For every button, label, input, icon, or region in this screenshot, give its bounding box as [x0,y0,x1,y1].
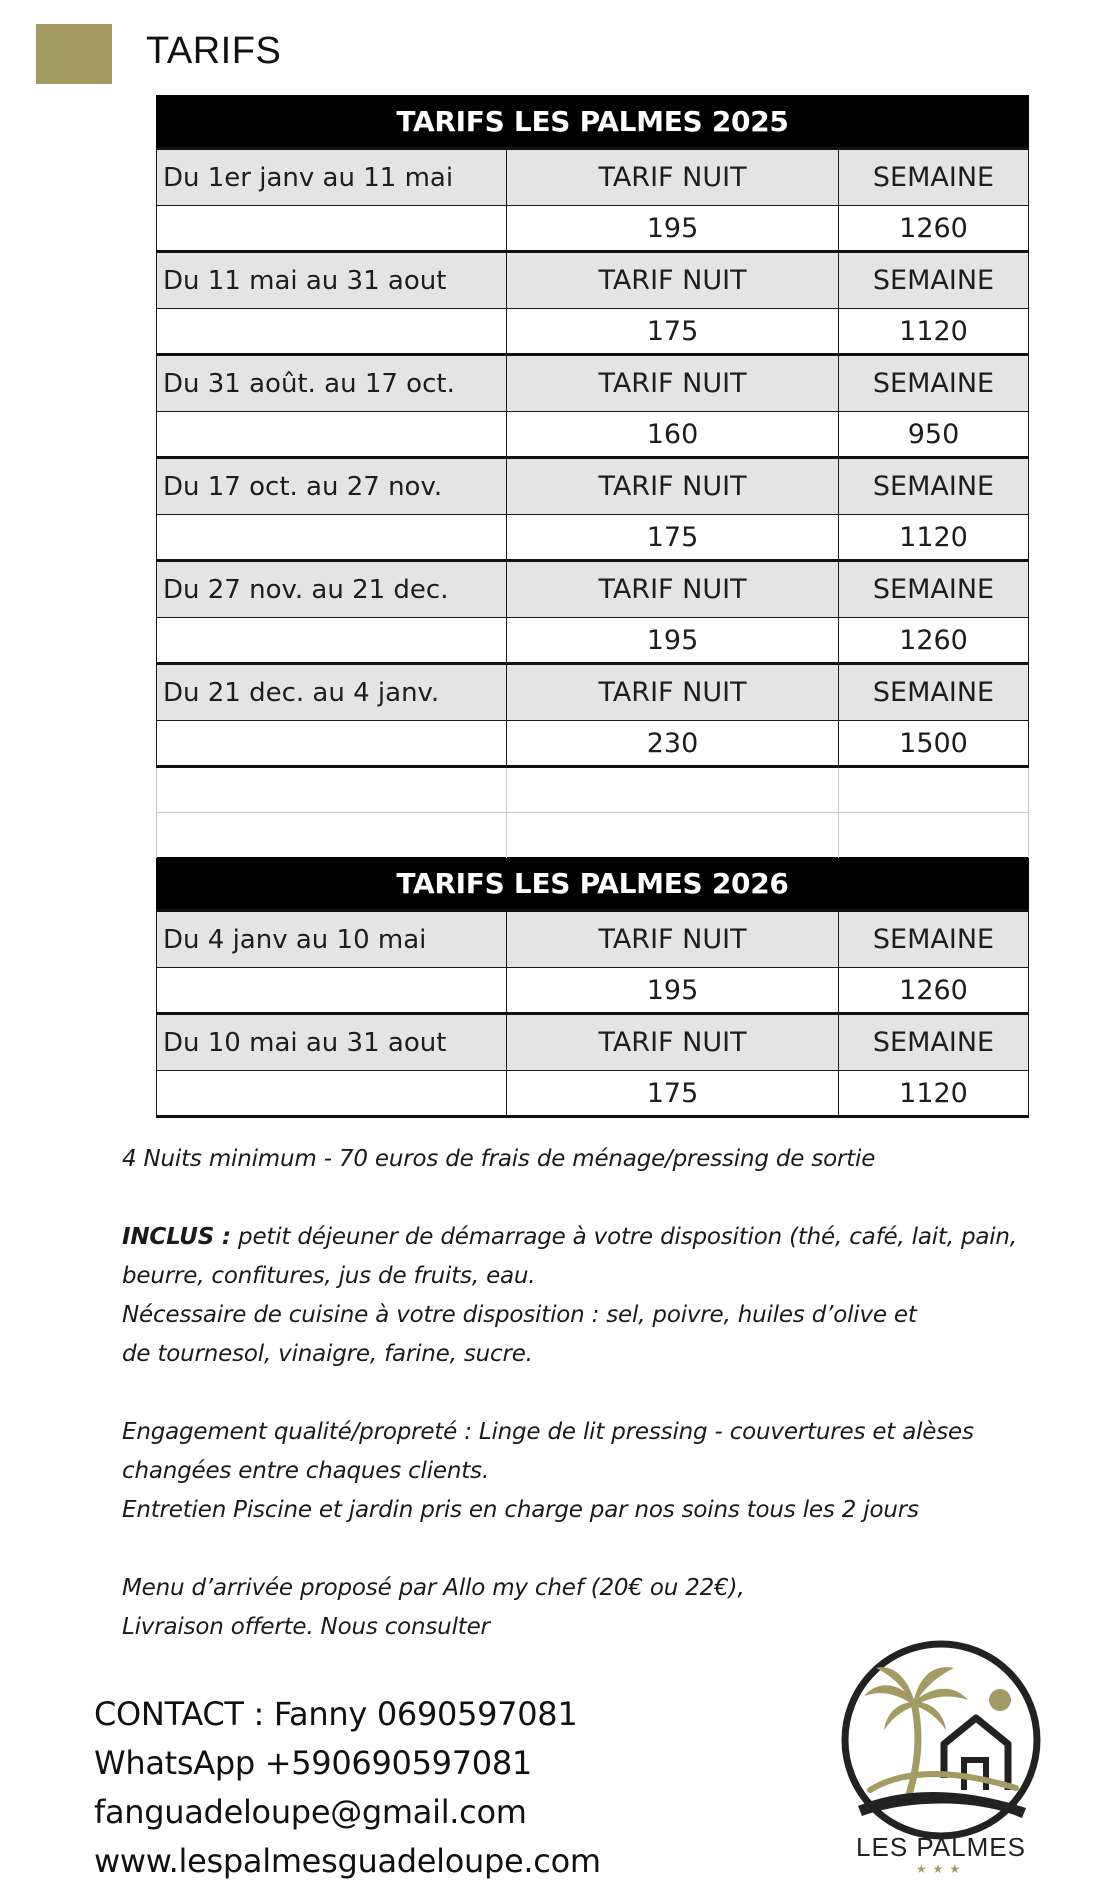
week-rate-value: 1500 [839,721,1029,767]
period-label: Du 10 mai au 31 aout [157,1014,507,1071]
night-rate-value: 175 [507,515,839,561]
empty-cell [157,309,507,355]
table-year-header [157,858,1029,911]
price-row [157,412,1029,458]
year-title: TARIFS LES PALMES 2026 [157,858,1029,911]
page-title: TARIFS [146,30,282,72]
quality-text-2: changées entre chaques clients. [122,1458,489,1484]
price-row [157,515,1029,561]
cuisine-text: Nécessaire de cuisine à votre disposition : sel, poivre, huiles d’olive et [122,1302,917,1328]
night-rate-value: 195 [507,618,839,664]
quality-text: Engagement qualité/propreté : Linge de lit pressing - couvertures et alèses [122,1419,974,1445]
night-rate-header: TARIF NUIT [507,355,839,412]
cuisine-text-2: de tournesol, vinaigre, farine, sucre. [122,1341,533,1367]
night-rate-value: 195 [507,206,839,252]
night-rate-value: 195 [507,968,839,1014]
empty-cell [157,721,507,767]
week-rate-value: 950 [839,412,1029,458]
period-label: Du 21 dec. au 4 janv. [157,664,507,721]
empty-cell [157,618,507,664]
empty-cell [839,767,1029,813]
week-rate-value: 1260 [839,968,1029,1014]
night-rate-header: TARIF NUIT [507,561,839,618]
contact-website[interactable]: www.lespalmesguadeloupe.com [94,1842,601,1880]
period-row [157,149,1029,206]
night-rate-value: 160 [507,412,839,458]
minimum-stay-text: 4 Nuits minimum - 70 euros de frais de ménage/pressing de sortie [122,1146,876,1172]
inclus-label: INCLUS : [122,1224,231,1250]
night-rate-header: TARIF NUIT [507,458,839,515]
week-rate-header: SEMAINE [839,911,1029,968]
period-row [157,561,1029,618]
price-row [157,1071,1029,1117]
contact-whatsapp: WhatsApp +590690597081 [94,1744,532,1782]
blank-row [157,767,1029,813]
period-label: Du 17 oct. au 27 nov. [157,458,507,515]
empty-cell [157,515,507,561]
week-rate-header: SEMAINE [839,149,1029,206]
logo-name: LES PALMES [856,1832,1026,1862]
night-rate-value: 230 [507,721,839,767]
empty-cell [157,1071,507,1117]
tariff-table [156,95,1029,1118]
period-label: Du 4 janv au 10 mai [157,911,507,968]
empty-cell [157,813,507,858]
period-label: Du 31 août. au 17 oct. [157,355,507,412]
contact-phone: CONTACT : Fanny 0690597081 [94,1695,578,1733]
les-palmes-logo [836,1640,1046,1880]
price-row [157,721,1029,767]
period-row [157,355,1029,412]
night-rate-header: TARIF NUIT [507,911,839,968]
night-rate-header: TARIF NUIT [507,664,839,721]
night-rate-header: TARIF NUIT [507,252,839,309]
period-row [157,252,1029,309]
night-rate-header: TARIF NUIT [507,1014,839,1071]
week-rate-header: SEMAINE [839,458,1029,515]
week-rate-header: SEMAINE [839,664,1029,721]
week-rate-header: SEMAINE [839,252,1029,309]
week-rate-value: 1260 [839,618,1029,664]
header-accent-square [36,24,112,84]
period-row [157,1014,1029,1071]
empty-cell [157,412,507,458]
empty-cell [157,968,507,1014]
inclus-paragraph [122,1218,1082,1257]
week-rate-header: SEMAINE [839,355,1029,412]
blank-row [157,813,1029,858]
period-row [157,664,1029,721]
week-rate-value: 1120 [839,515,1029,561]
empty-cell [157,206,507,252]
week-rate-header: SEMAINE [839,1014,1029,1071]
period-row [157,911,1029,968]
menu-text-2: Livraison offerte. Nous consulter [122,1614,490,1640]
table-year-header [157,96,1029,149]
empty-cell [507,767,839,813]
empty-cell [157,767,507,813]
info-text [122,1140,1082,1647]
period-row [157,458,1029,515]
night-rate-value: 175 [507,309,839,355]
period-label: Du 27 nov. au 21 dec. [157,561,507,618]
logo-stars: ★★★ [915,1862,967,1876]
night-rate-value: 175 [507,1071,839,1117]
price-row [157,309,1029,355]
price-row [157,968,1029,1014]
price-row [157,618,1029,664]
contact-block [94,1690,601,1886]
week-rate-value: 1260 [839,206,1029,252]
empty-cell [507,813,839,858]
year-title: TARIFS LES PALMES 2025 [157,96,1029,149]
palm-house-logo-icon [836,1640,1046,1840]
period-label: Du 1er janv au 11 mai [157,149,507,206]
menu-text: Menu d’arrivée proposé par Allo my chef (20€ ou 22€), [122,1575,745,1601]
period-label: Du 11 mai au 31 aout [157,252,507,309]
contact-email[interactable]: fanguadeloupe@gmail.com [94,1793,527,1831]
empty-cell [839,813,1029,858]
week-rate-value: 1120 [839,1071,1029,1117]
inclus-text: petit déjeuner de démarrage à votre disposition (thé, café, lait, pain, [230,1224,1017,1250]
inclus-text-2: beurre, confitures, jus de fruits, eau. [122,1263,536,1289]
night-rate-header: TARIF NUIT [507,149,839,206]
price-row [157,206,1029,252]
week-rate-value: 1120 [839,309,1029,355]
maintenance-text: Entretien Piscine et jardin pris en charge par nos soins tous les 2 jours [122,1497,919,1523]
week-rate-header: SEMAINE [839,561,1029,618]
